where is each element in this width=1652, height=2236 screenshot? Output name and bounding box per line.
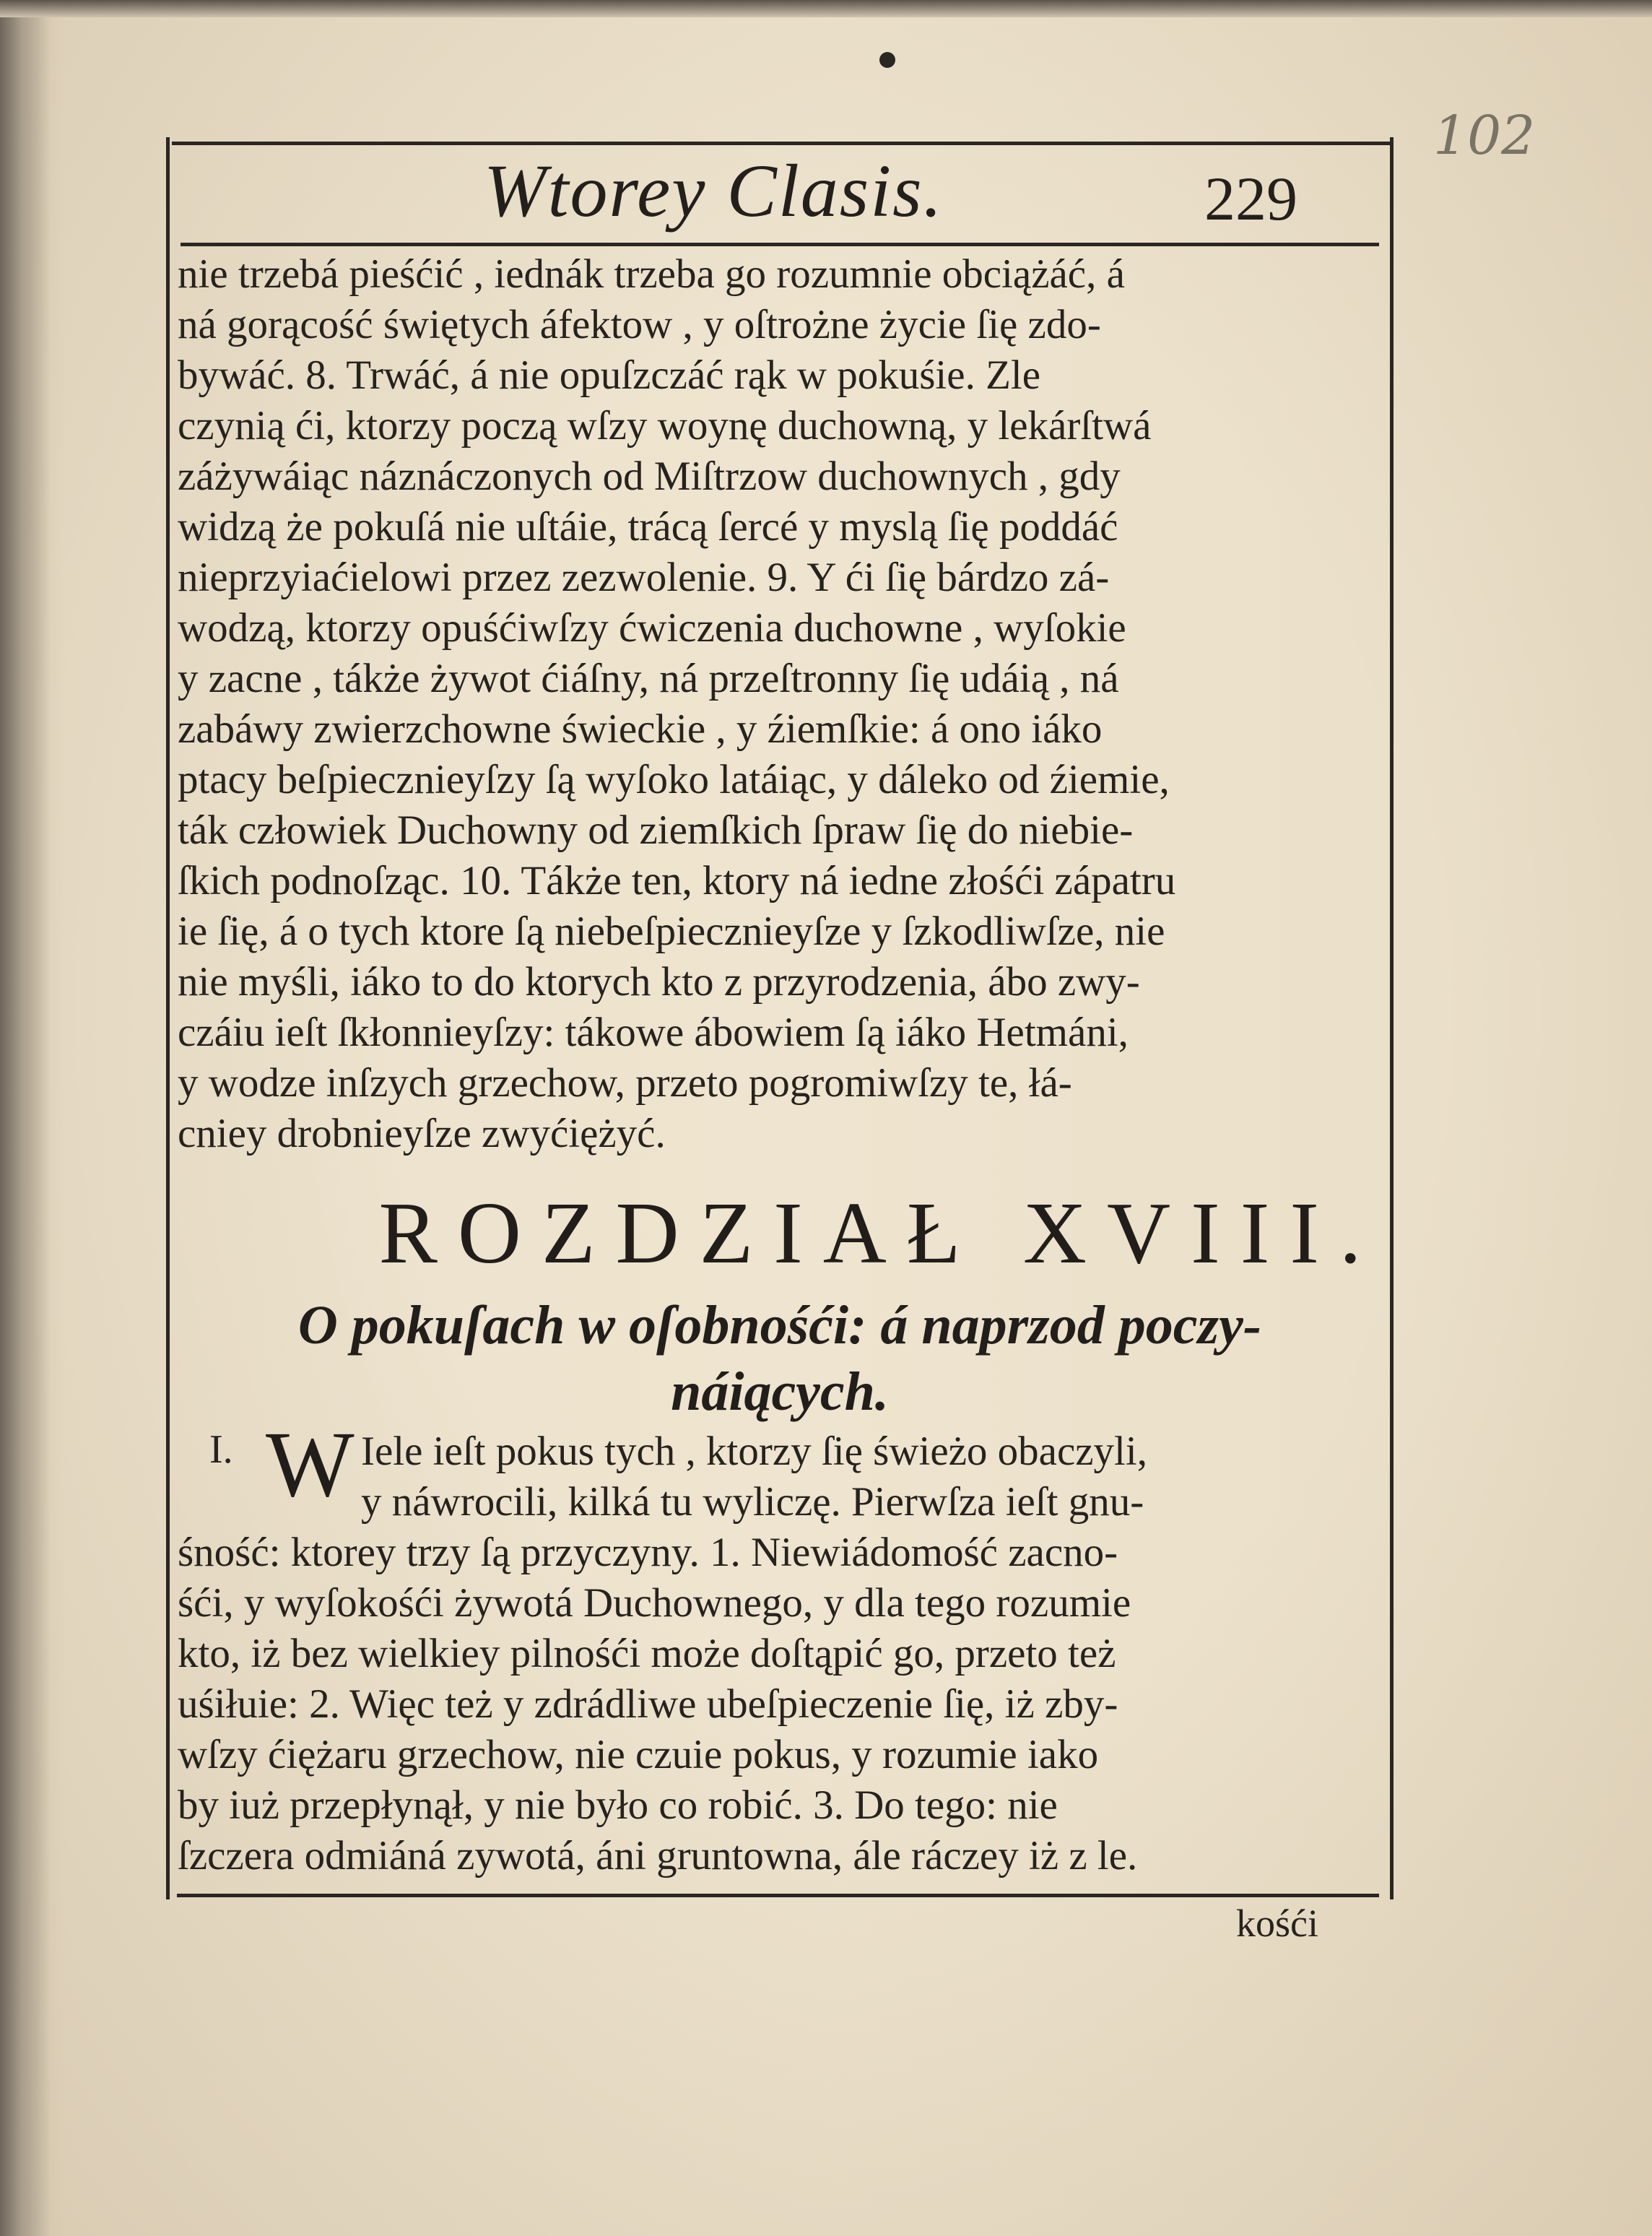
chapter-title-line-1: O pokuſach w oſobnośći: á naprzod poczy-	[297, 1295, 1262, 1356]
text-line: nie trzebá pieśćić , iednák trzeba go rozumnie obciążáć, á	[178, 251, 1125, 297]
text-line: nieprzyiaćielowi przez zezwolenie. 9. Y ći ſię bárdzo zá-	[178, 555, 1110, 600]
page-number: 229	[1204, 164, 1297, 233]
folio-annotation: 102	[1433, 105, 1536, 167]
text-line: ná gorącość świętych áfektow , y oſtrożne życie ſię zdo-	[178, 302, 1101, 347]
text-line: nie myśli, iáko to do ktorych kto z przyrodzenia, ábo zwy-	[178, 959, 1140, 1005]
chapter-title-line-2: náiących.	[671, 1361, 889, 1422]
text-line: zabáwy zwierzchowne świeckie , y źiemſkie: á ono iáko	[178, 706, 1103, 752]
running-title: Wtorey Clasis.	[484, 150, 944, 233]
chapter-heading: ROZDZIAŁ XVIII.	[378, 1184, 1382, 1282]
bottom-rule	[177, 1894, 1379, 1897]
top-rule	[172, 142, 1392, 145]
text-line: y náwrocili, kilká tu wyliczę. Pierwſza ieſt gnu-	[361, 1479, 1144, 1525]
text-line: wſzy ćiężaru grzechow, nie czuie pokus, y rozumie iako	[178, 1732, 1099, 1777]
text-line: by iuż przepłynął, y nie było co robić. 3. Do tego: nie	[178, 1782, 1058, 1828]
text-line: ſkich podnoſząc. 10. Tákże ten, ktory ná iedne złośći zápatru	[178, 858, 1176, 904]
text-line: cniey drobnieyſze zwyćiężyć.	[178, 1111, 666, 1156]
text-line: wodzą, ktorzy opuśćiwſzy ćwiczenia duchowne , wyſokie	[178, 605, 1126, 651]
text-line: czáiu ieſt ſkłonnieyſzy: tákowe ábowiem ſą iáko Hetmáni,	[178, 1010, 1129, 1055]
ink-dot	[879, 52, 895, 68]
binding-gutter	[0, 0, 51, 2236]
text-line: ptacy beſpiecznieyſzy ſą wyſoko latáiąc, y dáleko od źiemie,	[178, 757, 1170, 802]
text-line: czynią ći, ktorzy począ wſzy woynę duchowną, y lekárſtwá	[178, 403, 1152, 448]
text-line: śći, y wyſokośći żywotá Duchownego, y dla tego rozumie	[178, 1580, 1131, 1626]
text-line: uśiłuie: 2. Więc też y zdrádliwe ubeſpieczenie ſię, iż zby-	[178, 1681, 1118, 1727]
text-line: y wodze inſzych grzechow, przeto pogromiwſzy te, łá-	[178, 1060, 1072, 1106]
text-line: bywáć. 8. Trwáć, á nie opuſzczáć rąk w pokuśie. Zle	[178, 352, 1041, 398]
text-line: śność: ktorey trzy ſą przyczyny. 1. Niewiádomość zacno-	[178, 1530, 1118, 1575]
drop-cap: W	[266, 1413, 355, 1517]
text-line: ie ſię, á o tych ktore ſą niebeſpiecznieyſze y ſzkodliwſze, nie	[178, 909, 1165, 954]
header-rule	[181, 243, 1379, 246]
text-line: Iele ieſt pokus tych , ktorzy ſię świeżo obaczyli,	[361, 1429, 1147, 1474]
text-line: kto, iż bez wielkiey pilnośći może doſtąpić go, przeto też	[178, 1631, 1116, 1676]
text-line: ták człowiek Duchowny od ziemſkich ſpraw ſię do niebie-	[178, 807, 1134, 853]
section-number: I.	[209, 1427, 233, 1472]
text-line: ſzczera odmiáná zywotá, áni gruntowna, ále ráczey iż z le.	[178, 1833, 1138, 1878]
text-line: widzą że pokuſá nie uſtáie, trácą ſercé y myslą ſię poddáć	[178, 504, 1118, 550]
catchword: kośći	[1236, 1902, 1318, 1945]
text-line: záżywáiąc náznáczonych od Miſtrzow duchownych , gdy	[178, 454, 1121, 499]
text-line: y zacne , tákże żywot ćiáſny, ná przeſtronny ſię udáią , ná	[178, 656, 1119, 701]
page-top-edge	[0, 0, 1652, 17]
